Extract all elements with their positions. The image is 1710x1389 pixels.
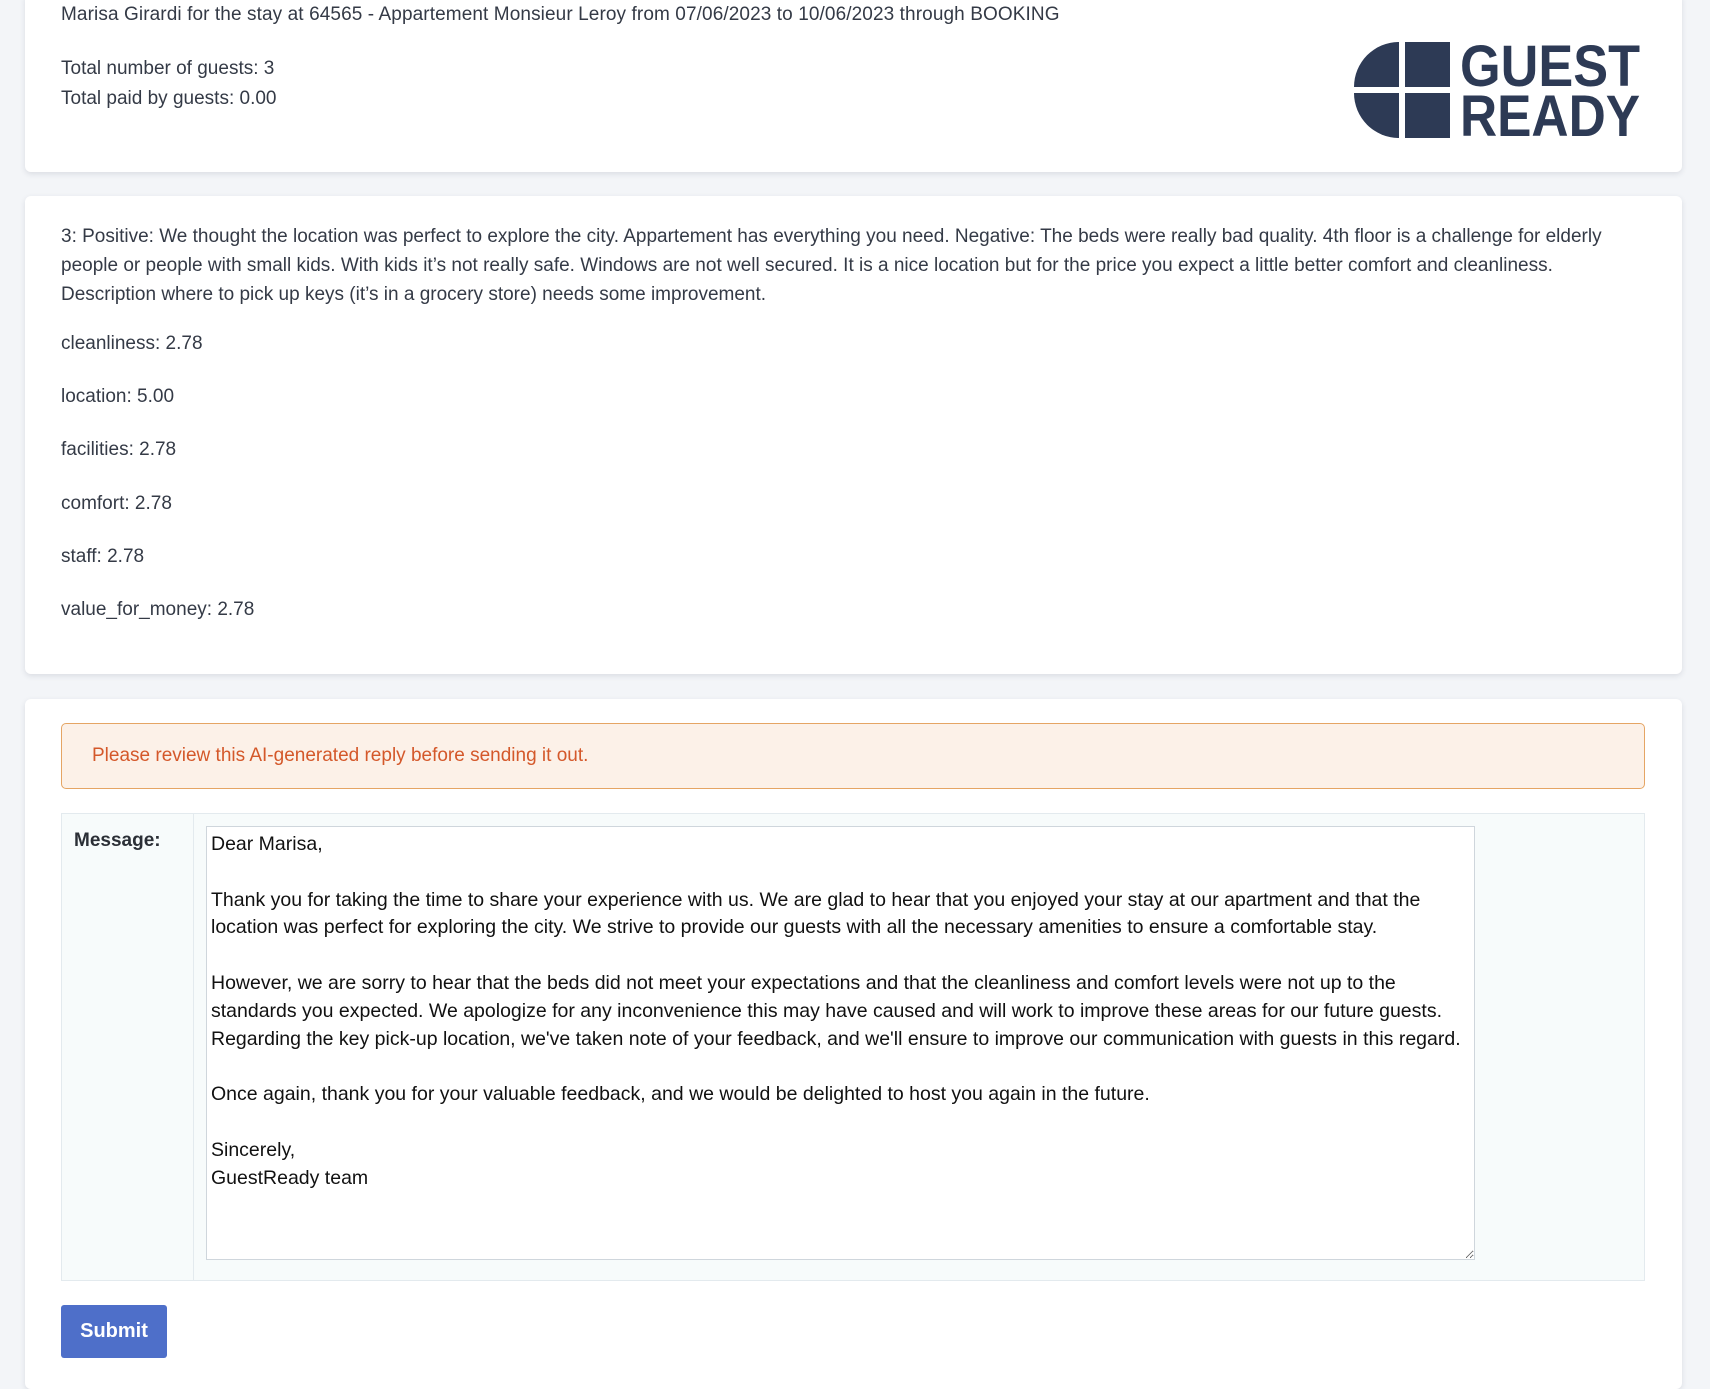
score-facilities: facilities: 2.78: [61, 439, 177, 460]
stay-summary-card: [25, 0, 1682, 172]
message-form-row: [61, 813, 1645, 1281]
ai-review-warning: Please review this AI-generated reply before sending it out.: [61, 723, 1645, 789]
total-paid: Total paid by guests: 0.00: [61, 88, 277, 109]
score-location: location: 5.00: [61, 386, 175, 407]
submit-button[interactable]: Submit: [61, 1305, 167, 1358]
message-label-cell: [62, 814, 194, 1280]
reply-card: [25, 699, 1682, 1389]
review-card: [25, 196, 1682, 674]
logo-text-guest: GUEST: [1460, 42, 1640, 99]
score-staff: staff: 2.78: [61, 546, 145, 567]
review-text: 3: Positive: We thought the location was perfect to explore the city. Appartement has everything you need. Negative: The beds were really bad quality. 4th floor is a challenge for elderly people or people with small kids. With kids it’s not really safe. Windows are not well secured. It is a nice location but for the price you expect a little better comfort and cleanliness. Description where to pick up keys (it’s in a grocery store) needs some improvement.: [61, 226, 1602, 305]
score-value-for-money: value_for_money: 2.78: [61, 599, 255, 620]
message-label: Message:: [74, 830, 161, 851]
stay-description: Marisa Girardi for the stay at 64565 - Appartement Monsieur Leroy from 07/06/2023 to 10/06/2023 through BOOKING: [61, 4, 1060, 25]
total-guests: Total number of guests: 3: [61, 58, 275, 79]
guestready-logo: [1354, 42, 1644, 138]
message-textarea[interactable]: [206, 826, 1475, 1260]
logo-text-ready: READY: [1460, 84, 1640, 138]
score-comfort: comfort: 2.78: [61, 493, 172, 514]
score-cleanliness: cleanliness: 2.78: [61, 333, 203, 354]
